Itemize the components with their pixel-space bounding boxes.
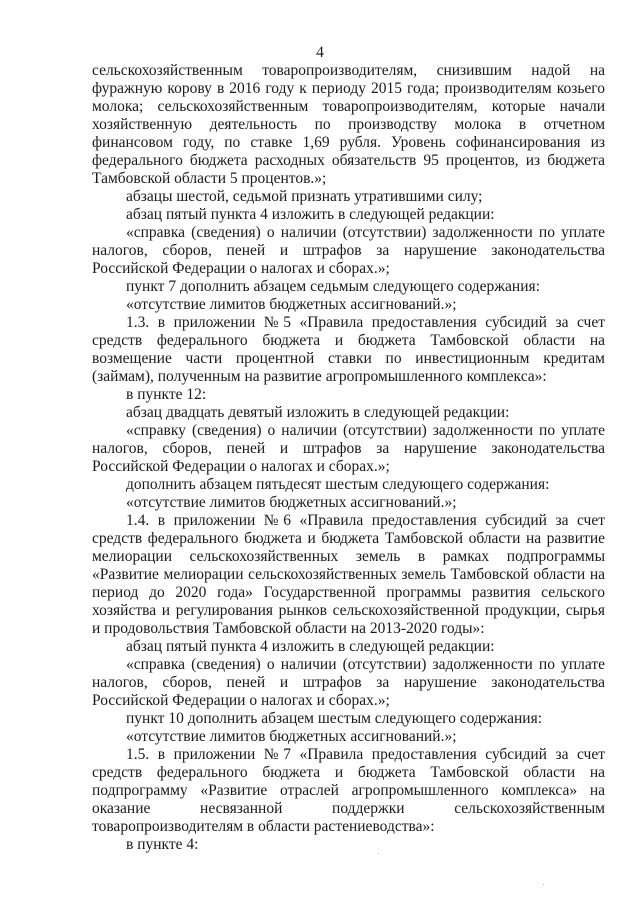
paragraph: «отсутствие лимитов бюджетных ассигнований.»; — [126, 296, 457, 313]
paragraph: сельскохозяйственным товаропроизводителям, снизившим надой на фуражную корову в 2016 году к периоду 2015 года; производителям козьего молока; сельскохозяйственным товаропроизводителям, которые начали хозяйственную деятельность по производству молока в отчетном финансовом году, по ставке 1,69 рубля. Уровень софинансирования из федерального бюджета расходных обязательств 95 процентов, из бюджета Тамбовской области 5 процентов.»; — [92, 62, 605, 187]
scan-speck — [378, 853, 379, 854]
page-number: 4 — [316, 44, 324, 61]
paragraph: «справка (сведения) о наличии (отсутствии) задолженности по уплате налогов, сборов, пеней и штрафов за нарушение законодательства Российской Федерации о налогах и сборах.»; — [92, 224, 605, 277]
document-body — [92, 62, 605, 854]
paragraph: абзац пятый пункта 4 изложить в следующей редакции: — [126, 206, 495, 223]
paragraph: дополнить абзацем пятьдесят шестым следующего содержания: — [126, 476, 550, 493]
paragraph: абзац пятый пункта 4 изложить в следующей редакции: — [126, 638, 495, 655]
paragraph: 1.4. в приложении №6 «Правила предоставления субсидий за счет средств федерального бюджета и бюджета Тамбовской области на развитие мелиорации сельскохозяйственных земель в рамках подпрограммы «Развитие мелиорации сельскохозяйственных земель Тамбовской области на период до 2020 года» Государственной программы развития сельского хозяйства и регулирования рынков сельскохозяйственной продукции, сырья и продовольствия Тамбовской области на 2013-2020 годы»: — [92, 512, 605, 637]
paragraph: «отсутствие лимитов бюджетных ассигнований.»; — [126, 728, 457, 745]
paragraph: 1.5. в приложении №7 «Правила предоставления субсидий за счет средств федерального бюджета и бюджета Тамбовской области на подпрограмму «Развитие отраслей агропромышленного комплекса» на оказание несвязанной поддержки сельскохозяйственным товаропроизводителям в области растениеводства»: — [92, 746, 605, 835]
paragraph: 1.3. в приложении №5 «Правила предоставления субсидий за счет средств федерального бюджета и бюджета Тамбовской области на возмещение части процентной ставки по инвестиционным кредитам (займам), полученным на развитие агропромышленного комплекса»: — [92, 314, 605, 385]
paragraph: абзацы шестой, седьмой признать утратившими силу; — [126, 188, 483, 205]
paragraph: пункт 7 дополнить абзацем седьмым следующего содержания: — [126, 278, 540, 295]
paragraph: абзац двадцать девятый изложить в следующей редакции: — [126, 404, 510, 421]
paragraph: «справка (сведения) о наличии (отсутствии) задолженности по уплате налогов, сборов, пеней и штрафов за нарушение законодательства Российской Федерации о налогах и сборах.»; — [92, 656, 605, 709]
paragraph: пункт 10 дополнить абзацем шестым следующего содержания: — [126, 710, 543, 727]
paragraph: в пункте 12: — [126, 386, 207, 403]
paragraph: «отсутствие лимитов бюджетных ассигнований.»; — [126, 494, 457, 511]
paragraph: «справку (сведения) о наличии (отсутствии) задолженности по уплате налогов, сборов, пеней и штрафов за нарушение законодательства Российской Федерации о налогах и сборах.»; — [92, 422, 605, 475]
scan-speck — [543, 884, 544, 885]
paragraph: в пункте 4: — [126, 836, 199, 853]
